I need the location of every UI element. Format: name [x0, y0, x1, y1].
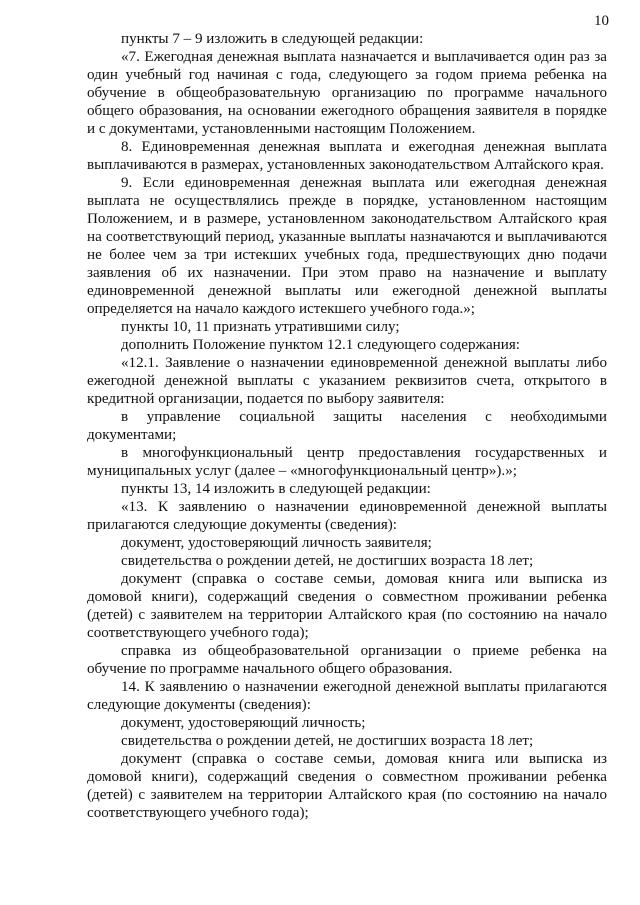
page-number: 10	[594, 13, 609, 29]
paragraph: пункты 7 – 9 изложить в следующей редакции:	[121, 31, 424, 47]
paragraph: свидетельства о рождении детей, не достигших возраста 18 лет;	[121, 553, 534, 569]
paragraph: свидетельства о рождении детей, не достигших возраста 18 лет;	[121, 733, 534, 749]
paragraph: «7. Ежегодная денежная выплата назначается и выплачивается один раз за один учебный год начиная с года, следующего за годом приема ребенка на обучение в общеобразовательную организацию по программе начального общего образования, на основании ежегодного обращения заявителя в порядке и с документами, установленными настоящим Положением.	[87, 49, 607, 137]
paragraph: документ (справка о составе семьи, домовая книга или выписка из домовой книги), содержащий сведения о совместном проживании ребенка (детей) с заявителем на территории Алтайского края (по состоянию на начало соответствующего учебного года);	[87, 751, 607, 821]
paragraph: документ, удостоверяющий личность заявителя;	[121, 535, 432, 551]
document-body	[87, 30, 607, 822]
paragraph: 14. К заявлению о назначении ежегодной денежной выплаты прилагаются следующие документы (сведения):	[87, 679, 607, 713]
paragraph: документ, удостоверяющий личность;	[121, 715, 366, 731]
paragraph: справка из общеобразовательной организации о приеме ребенка на обучение по программе начального общего образования.	[87, 643, 607, 677]
paragraph: 9. Если единовременная денежная выплата или ежегодная денежная выплата не осуществлялись прежде в порядке, установленном настоящим Положением, и в размере, установленном законодательством Алтайского края на соответствующий период, указанные выплаты назначаются и выплачиваются не более чем за три истекших учебных года, предшествующих дню подачи заявления об их назначении. При этом право на назначение и выплату единовременной денежной выплаты или ежегодной денежной выплаты определяется на начало каждого истекшего учебного года.»;	[87, 175, 607, 317]
paragraph: пункты 13, 14 изложить в следующей редакции:	[121, 481, 431, 497]
paragraph: документ (справка о составе семьи, домовая книга или выписка из домовой книги), содержащий сведения о совместном проживании ребенка (детей) с заявителем на территории Алтайского края (по состоянию на начало соответствующего учебного года);	[87, 571, 607, 641]
paragraph: пункты 10, 11 признать утратившими силу;	[121, 319, 400, 335]
paragraph: в многофункциональный центр предоставления государственных и муниципальных услуг (далее – «многофункциональный центр»).»;	[87, 445, 607, 479]
paragraph: дополнить Положение пунктом 12.1 следующего содержания:	[121, 337, 520, 353]
paragraph: «12.1. Заявление о назначении единовременной денежной выплаты либо ежегодной денежной выплаты с указанием реквизитов счета, открытого в кредитной организации, подается по выбору заявителя:	[87, 355, 607, 407]
paragraph: в управление социальной защиты населения с необходимыми документами;	[87, 409, 607, 443]
paragraph: «13. К заявлению о назначении единовременной денежной выплаты прилагаются следующие документы (сведения):	[87, 499, 607, 533]
paragraph: 8. Единовременная денежная выплата и ежегодная денежная выплата выплачиваются в размерах, установленных законодательством Алтайского края.	[87, 139, 607, 173]
